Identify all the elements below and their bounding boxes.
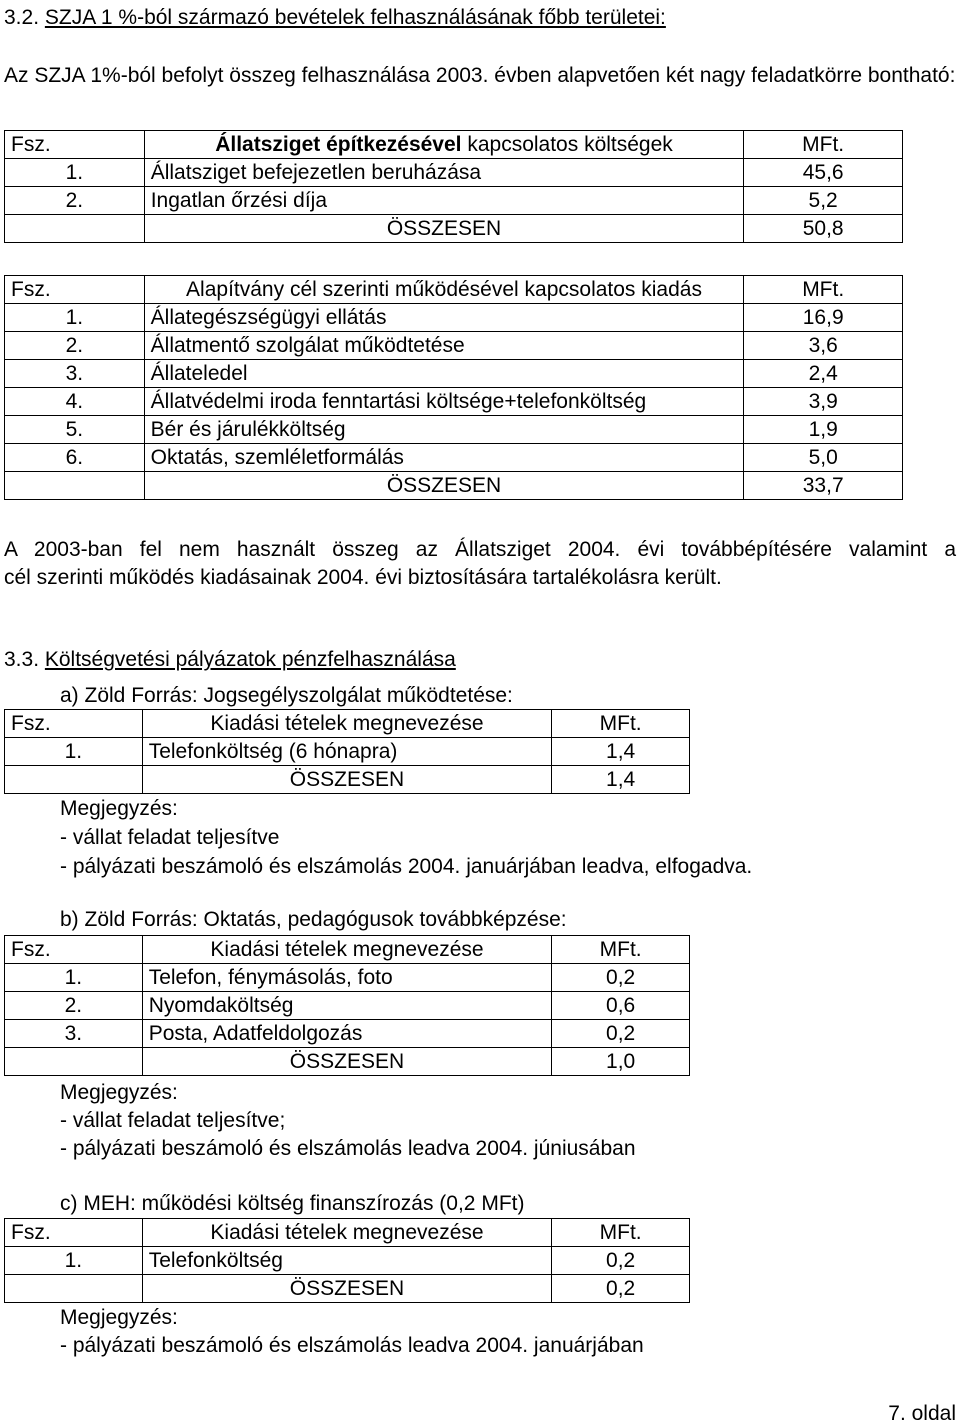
row-number: 6. [5, 444, 145, 472]
section-b-title: b) Zöld Forrás: Oktatás, pedagógusok továbbképzése: [60, 908, 567, 931]
row-name: Telefon, fénymásolás, foto [142, 964, 552, 992]
row-number: 1. [5, 1247, 143, 1275]
section-c-note-1: - pályázati beszámoló és elszámolás leadva 2004. januárjában [60, 1334, 644, 1357]
table-section-c [4, 1218, 690, 1303]
table-header-row [5, 936, 690, 964]
header-title: Kiadási tételek megnevezése [142, 936, 552, 964]
row-value: 5,2 [744, 187, 903, 215]
row-number: 2. [5, 187, 145, 215]
table-row [5, 388, 903, 416]
heading-title: SZJA 1 %-ból származó bevételek felhasználásának főbb területei: [44, 6, 666, 29]
table-total-row [5, 215, 903, 243]
table-total-row [5, 1275, 690, 1303]
section-c-title: c) MEH: működési költség finanszírozás (0,2 MFt) [60, 1192, 525, 1215]
row-name: Oktatás, szemléletformálás [144, 444, 744, 472]
row-number: 5. [5, 416, 145, 444]
row-name: Ingatlan őrzési díja [144, 187, 744, 215]
table-header-row [5, 276, 903, 304]
header-fsz: Fsz. [5, 710, 143, 738]
header-unit: MFt. [552, 1219, 690, 1247]
table-row [5, 187, 903, 215]
row-number: 1. [5, 304, 145, 332]
row-value: 0,6 [552, 992, 690, 1020]
header-title: Kiadási tételek megnevezése [142, 1219, 552, 1247]
table-allatsziget-costs [4, 130, 903, 243]
table-alapitvany-costs [4, 275, 903, 500]
row-name: Posta, Adatfeldolgozás [142, 1020, 552, 1048]
total-label: ÖSSZESEN [142, 1048, 552, 1076]
row-number: 3. [5, 1020, 143, 1048]
page-number: 7. oldal [888, 1402, 956, 1425]
section-heading-3-2 [4, 6, 666, 30]
row-name: Állategészségügyi ellátás [144, 304, 744, 332]
row-number: 3. [5, 360, 145, 388]
table-row [5, 159, 903, 187]
table-row [5, 738, 690, 766]
table-row [5, 1247, 690, 1275]
table-section-a [4, 709, 690, 794]
row-number: 2. [5, 332, 145, 360]
row-name: Telefonköltség (6 hónapra) [142, 738, 552, 766]
header-title: Állatsziget építkezésével kapcsolatos költségek [144, 131, 744, 159]
heading-title: Költségvetési pályázatok pénzfelhasználása [44, 648, 456, 671]
row-value: 45,6 [744, 159, 903, 187]
note-2003-line1: A 2003-ban fel nem használt összeg az Állatsziget 2004. évi továbbépítésére valamint a [4, 538, 956, 561]
section-heading-3-3 [4, 648, 456, 672]
row-number: 2. [5, 992, 143, 1020]
table-row [5, 1020, 690, 1048]
row-value: 5,0 [744, 444, 903, 472]
row-value: 0,2 [552, 964, 690, 992]
row-name: Állatsziget befejezetlen beruházása [144, 159, 744, 187]
row-value: 3,9 [744, 388, 903, 416]
row-name: Telefonköltség [142, 1247, 552, 1275]
heading-number: 3.3. [4, 648, 45, 671]
header-unit: MFt. [744, 276, 903, 304]
table-header-row [5, 710, 690, 738]
row-number: 1. [5, 159, 145, 187]
table-row [5, 416, 903, 444]
section-b-note-2: - pályázati beszámoló és elszámolás leadva 2004. júniusában [60, 1137, 636, 1160]
table-row [5, 964, 690, 992]
row-name: Állatvédelmi iroda fenntartási költsége+telefonköltség [144, 388, 744, 416]
row-value: 16,9 [744, 304, 903, 332]
total-value: 50,8 [744, 215, 903, 243]
heading-number: 3.2. [4, 6, 45, 29]
row-value: 0,2 [552, 1247, 690, 1275]
table-total-row [5, 766, 690, 794]
section-b-note-1: - vállat feladat teljesítve; [60, 1109, 286, 1132]
table-section-b [4, 935, 690, 1076]
header-fsz: Fsz. [5, 276, 145, 304]
section-b-note-label: Megjegyzés: [60, 1081, 178, 1104]
row-name: Nyomdaköltség [142, 992, 552, 1020]
table-total-row [5, 1048, 690, 1076]
total-label: ÖSSZESEN [144, 472, 744, 500]
header-unit: MFt. [552, 936, 690, 964]
table-header-row [5, 131, 903, 159]
row-name: Állatmentő szolgálat működtetése [144, 332, 744, 360]
table-row [5, 992, 690, 1020]
section-a-note-label: Megjegyzés: [60, 797, 178, 820]
row-value: 0,2 [552, 1020, 690, 1048]
table-row [5, 444, 903, 472]
section-c-note-label: Megjegyzés: [60, 1306, 178, 1329]
total-value: 0,2 [552, 1275, 690, 1303]
table-total-row [5, 472, 903, 500]
header-fsz: Fsz. [5, 936, 143, 964]
header-title: Alapítvány cél szerinti működésével kapcsolatos kiadás [144, 276, 744, 304]
total-value: 33,7 [744, 472, 903, 500]
row-value: 1,9 [744, 416, 903, 444]
section-a-note-1: - vállat feladat teljesítve [60, 826, 280, 849]
header-fsz: Fsz. [5, 131, 145, 159]
row-number: 4. [5, 388, 145, 416]
row-name: Állateledel [144, 360, 744, 388]
section-a-note-2: - pályázati beszámoló és elszámolás 2004. januárjában leadva, elfogadva. [60, 855, 753, 878]
table-row [5, 332, 903, 360]
row-value: 3,6 [744, 332, 903, 360]
row-value: 2,4 [744, 360, 903, 388]
header-title: Kiadási tételek megnevezése [142, 710, 552, 738]
table-row [5, 360, 903, 388]
total-value: 1,0 [552, 1048, 690, 1076]
row-number: 1. [5, 964, 143, 992]
note-2003-line2: cél szerinti működés kiadásainak 2004. évi biztosítására tartalékolásra került. [4, 566, 722, 589]
total-label: ÖSSZESEN [144, 215, 744, 243]
row-name: Bér és járulékköltség [144, 416, 744, 444]
header-unit: MFt. [744, 131, 903, 159]
row-value: 1,4 [552, 738, 690, 766]
header-unit: MFt. [552, 710, 690, 738]
table-row [5, 304, 903, 332]
intro-text: Az SZJA 1%-ból befolyt összeg felhasználása 2003. évben alapvetően két nagy feladatkörre bontható: [4, 64, 956, 87]
header-fsz: Fsz. [5, 1219, 143, 1247]
total-label: ÖSSZESEN [142, 766, 552, 794]
total-value: 1,4 [552, 766, 690, 794]
row-number: 1. [5, 738, 143, 766]
section-a-title: a) Zöld Forrás: Jogsegélyszolgálat működtetése: [60, 684, 513, 707]
table-header-row [5, 1219, 690, 1247]
total-label: ÖSSZESEN [142, 1275, 552, 1303]
